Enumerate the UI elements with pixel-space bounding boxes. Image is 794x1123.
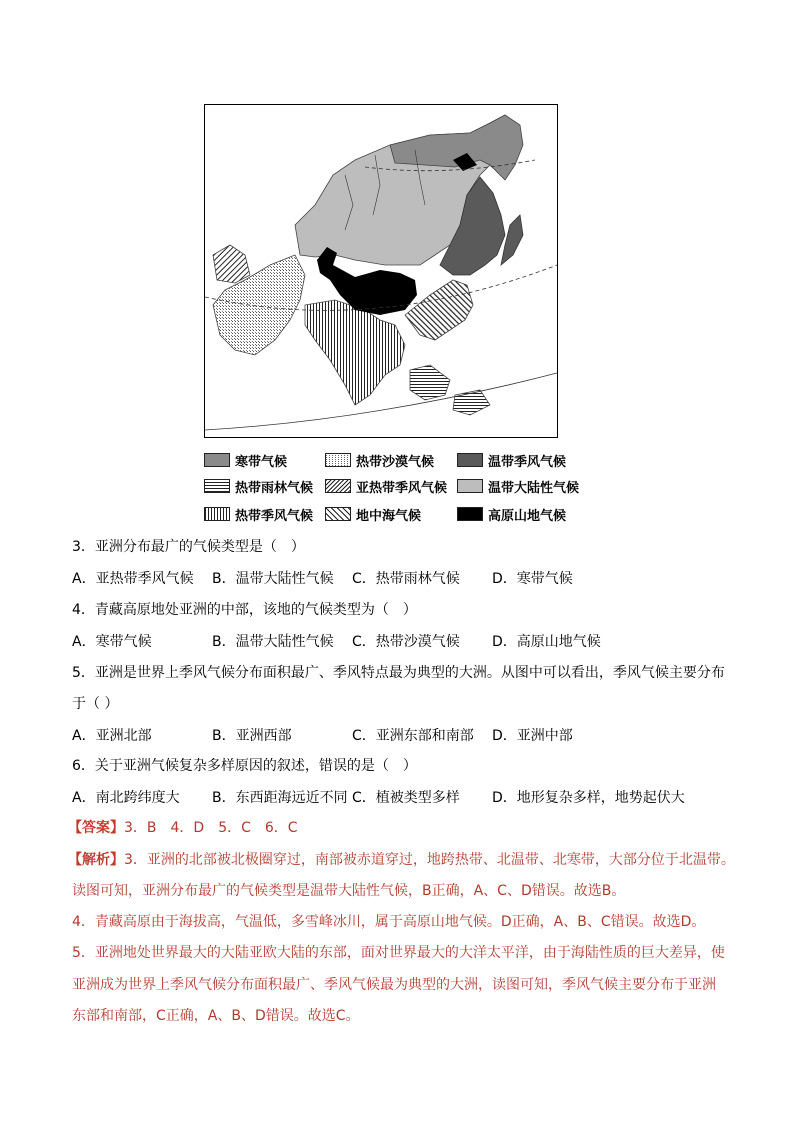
legend-swatch — [325, 507, 351, 521]
mediterranean-zone — [213, 245, 250, 283]
legend-item-cold — [204, 450, 287, 470]
answer-text: 3．B 4．D 5．C 6．C — [124, 820, 298, 836]
answer-line — [68, 818, 298, 838]
legend-swatch — [325, 453, 351, 467]
legend-label: 亚热带季风气候 — [356, 480, 448, 496]
asia-climate-map — [204, 104, 558, 438]
analysis-line-5: 亚洲成为世界上季风气候分布面积最广、季风气候最为典型的大洲，读图可知，季风气候主要分布于亚洲 — [72, 977, 716, 993]
q4-option-a: A．寒带气候 — [72, 634, 152, 650]
legend-swatch — [325, 479, 351, 493]
tropical-monsoon-zone — [305, 300, 405, 405]
legend-swatch — [204, 507, 230, 521]
map-graphic — [205, 105, 557, 437]
legend-swatch — [457, 479, 483, 493]
legend-label: 温带季风气候 — [488, 454, 567, 470]
analysis-line-3: 4．青藏高原由于海拔高，气温低，多雪峰冰川，属于高原山地气候。D正确，A、B、C错误。故选D。 — [72, 914, 706, 930]
q6-option-a: A．南北跨纬度大 — [72, 790, 180, 806]
legend-item-subtropical-monsoon — [325, 476, 447, 496]
equator-line — [205, 373, 557, 430]
legend-label: 寒带气候 — [235, 454, 288, 470]
tropical-rainforest-zone — [410, 365, 450, 400]
q5-option-c: C．亚洲东部和南部 — [352, 728, 474, 744]
q4-option-d: D．高原山地气候 — [492, 634, 601, 650]
q4-option-b: B．温带大陆性气候 — [212, 634, 334, 650]
legend-item-tropical-monsoon — [204, 504, 313, 524]
legend-label: 地中海气候 — [356, 508, 422, 524]
legend-label: 高原山地气候 — [488, 508, 567, 524]
analysis-line-6: 东部和南部，C正确，A、B、D错误。故选C。 — [72, 1008, 360, 1024]
q5-option-a: A．亚洲北部 — [72, 728, 152, 744]
answer-tag: 【答案】 — [68, 820, 124, 836]
legend-label: 温带大陆性气候 — [488, 480, 580, 496]
analysis-line-2: 读图可知，亚洲分布最广的气候类型是温带大陆性气候，B正确，A、C、D错误。故选B。 — [72, 883, 626, 899]
analysis-line-1 — [68, 850, 735, 870]
question-5-stem-cont: 于（ ） — [72, 696, 119, 712]
question-6-stem: 6．关于亚洲气候复杂多样原因的叙述，错误的是（ ） — [72, 758, 417, 774]
question-5-stem: 5．亚洲是世界上季风气候分布面积最广、季风特点最为典型的大洲。从图中可以看出，季风气候主要分布 — [72, 665, 725, 681]
q4-option-c: C．热带沙漠气候 — [352, 634, 460, 650]
q3-option-c: C．热带雨林气候 — [352, 571, 460, 587]
q3-option-b: B．温带大陆性气候 — [212, 571, 334, 587]
legend-label: 热带雨林气候 — [235, 480, 314, 496]
legend-item-rainforest — [204, 476, 313, 496]
analysis-text: 3．亚洲的北部被北极圈穿过，南部被赤道穿过，地跨热带、北温带、北寒带，大部分位于北温带。 — [124, 852, 735, 868]
q5-option-b: B．亚洲西部 — [212, 728, 292, 744]
analysis-tag: 【解析】 — [68, 852, 124, 868]
question-3-stem: 3．亚洲分布最广的气候类型是（ ） — [72, 539, 305, 555]
q3-option-d: D．寒带气候 — [492, 571, 573, 587]
legend-swatch — [204, 453, 230, 467]
q6-option-c: C．植被类型多样 — [352, 790, 460, 806]
legend-swatch — [204, 479, 230, 493]
legend-swatch — [457, 453, 483, 467]
legend-item-plateau — [457, 504, 566, 524]
analysis-line-4: 5．亚洲地处世界最大的大陆亚欧大陆的东部，面对世界最大的大洋太平洋，由于海陆性质的巨大差异，使 — [72, 945, 725, 961]
legend-item-continental — [457, 476, 579, 496]
legend-item-mediterranean — [325, 504, 421, 524]
q6-option-d: D．地形复杂多样，地势起伏大 — [492, 790, 685, 806]
legend-item-temperate-monsoon — [457, 450, 566, 470]
q5-option-d: D．亚洲中部 — [492, 728, 573, 744]
legend-label: 热带沙漠气候 — [356, 454, 435, 470]
legend-item-desert — [325, 450, 434, 470]
q6-option-b: B．东西距海远近不同 — [212, 790, 348, 806]
question-4-stem: 4．青藏高原地处亚洲的中部，该地的气候类型为（ ） — [72, 602, 417, 618]
q3-option-a: A．亚热带季风气候 — [72, 571, 194, 587]
legend-swatch — [457, 507, 483, 521]
legend-label: 热带季风气候 — [235, 508, 314, 524]
